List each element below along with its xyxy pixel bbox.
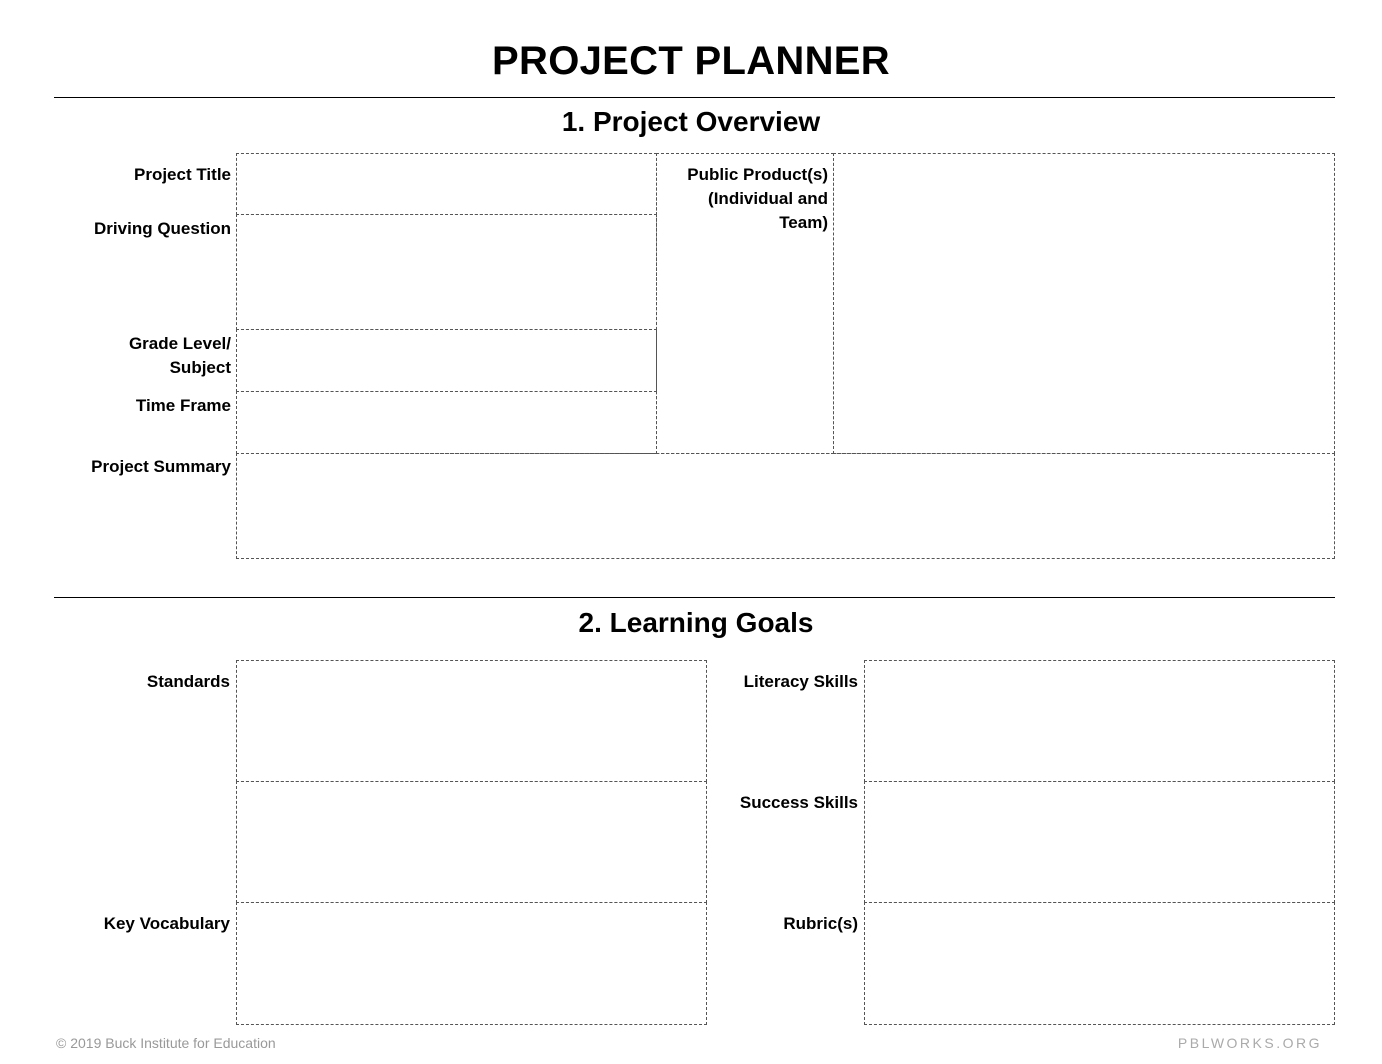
title-divider [54, 97, 1335, 98]
rubrics-field[interactable] [864, 902, 1335, 1025]
public-products-field[interactable] [833, 153, 1335, 454]
copyright-notice: © 2019 Buck Institute for Education [56, 1035, 276, 1051]
public-products-label-line3: Team) [779, 213, 828, 232]
section-heading-project-overview: 1. Project Overview [561, 106, 821, 137]
section-heading-learning-goals: 2. Learning Goals [578, 607, 814, 638]
project-title-field[interactable] [236, 153, 657, 215]
public-products-label-line2: (Individual and [708, 189, 828, 208]
grade-level-label-line1: Grade Level/ [128, 334, 231, 353]
project-summary-label: Project Summary [91, 457, 231, 476]
rubrics-label: Rubric(s) [783, 914, 858, 933]
success-skills-label: Success Skills [739, 793, 858, 812]
grade-level-subject-field[interactable] [236, 329, 657, 392]
grade-level-label-line2: Subject [169, 358, 231, 377]
standards-label: Standards [146, 672, 230, 691]
public-products-label-line1: Public Product(s) [687, 165, 828, 184]
time-frame-label: Time Frame [135, 396, 231, 415]
section-divider [54, 597, 1335, 598]
driving-question-label: Driving Question [94, 219, 231, 238]
success-skills-field[interactable] [864, 781, 1335, 903]
project-summary-field[interactable] [236, 453, 1335, 559]
driving-question-field[interactable] [236, 214, 657, 330]
public-products-label [603, 163, 828, 235]
literacy-skills-label: Literacy Skills [743, 672, 858, 691]
time-frame-field[interactable] [236, 391, 657, 454]
project-title-label: Project Title [134, 165, 231, 184]
key-vocabulary-label: Key Vocabulary [103, 914, 230, 933]
grade-level-label [6, 332, 231, 380]
literacy-skills-field[interactable] [864, 660, 1335, 782]
website-link[interactable]: PBLWORKS.ORG [1177, 1035, 1322, 1051]
page-title: PROJECT PLANNER [492, 39, 890, 83]
